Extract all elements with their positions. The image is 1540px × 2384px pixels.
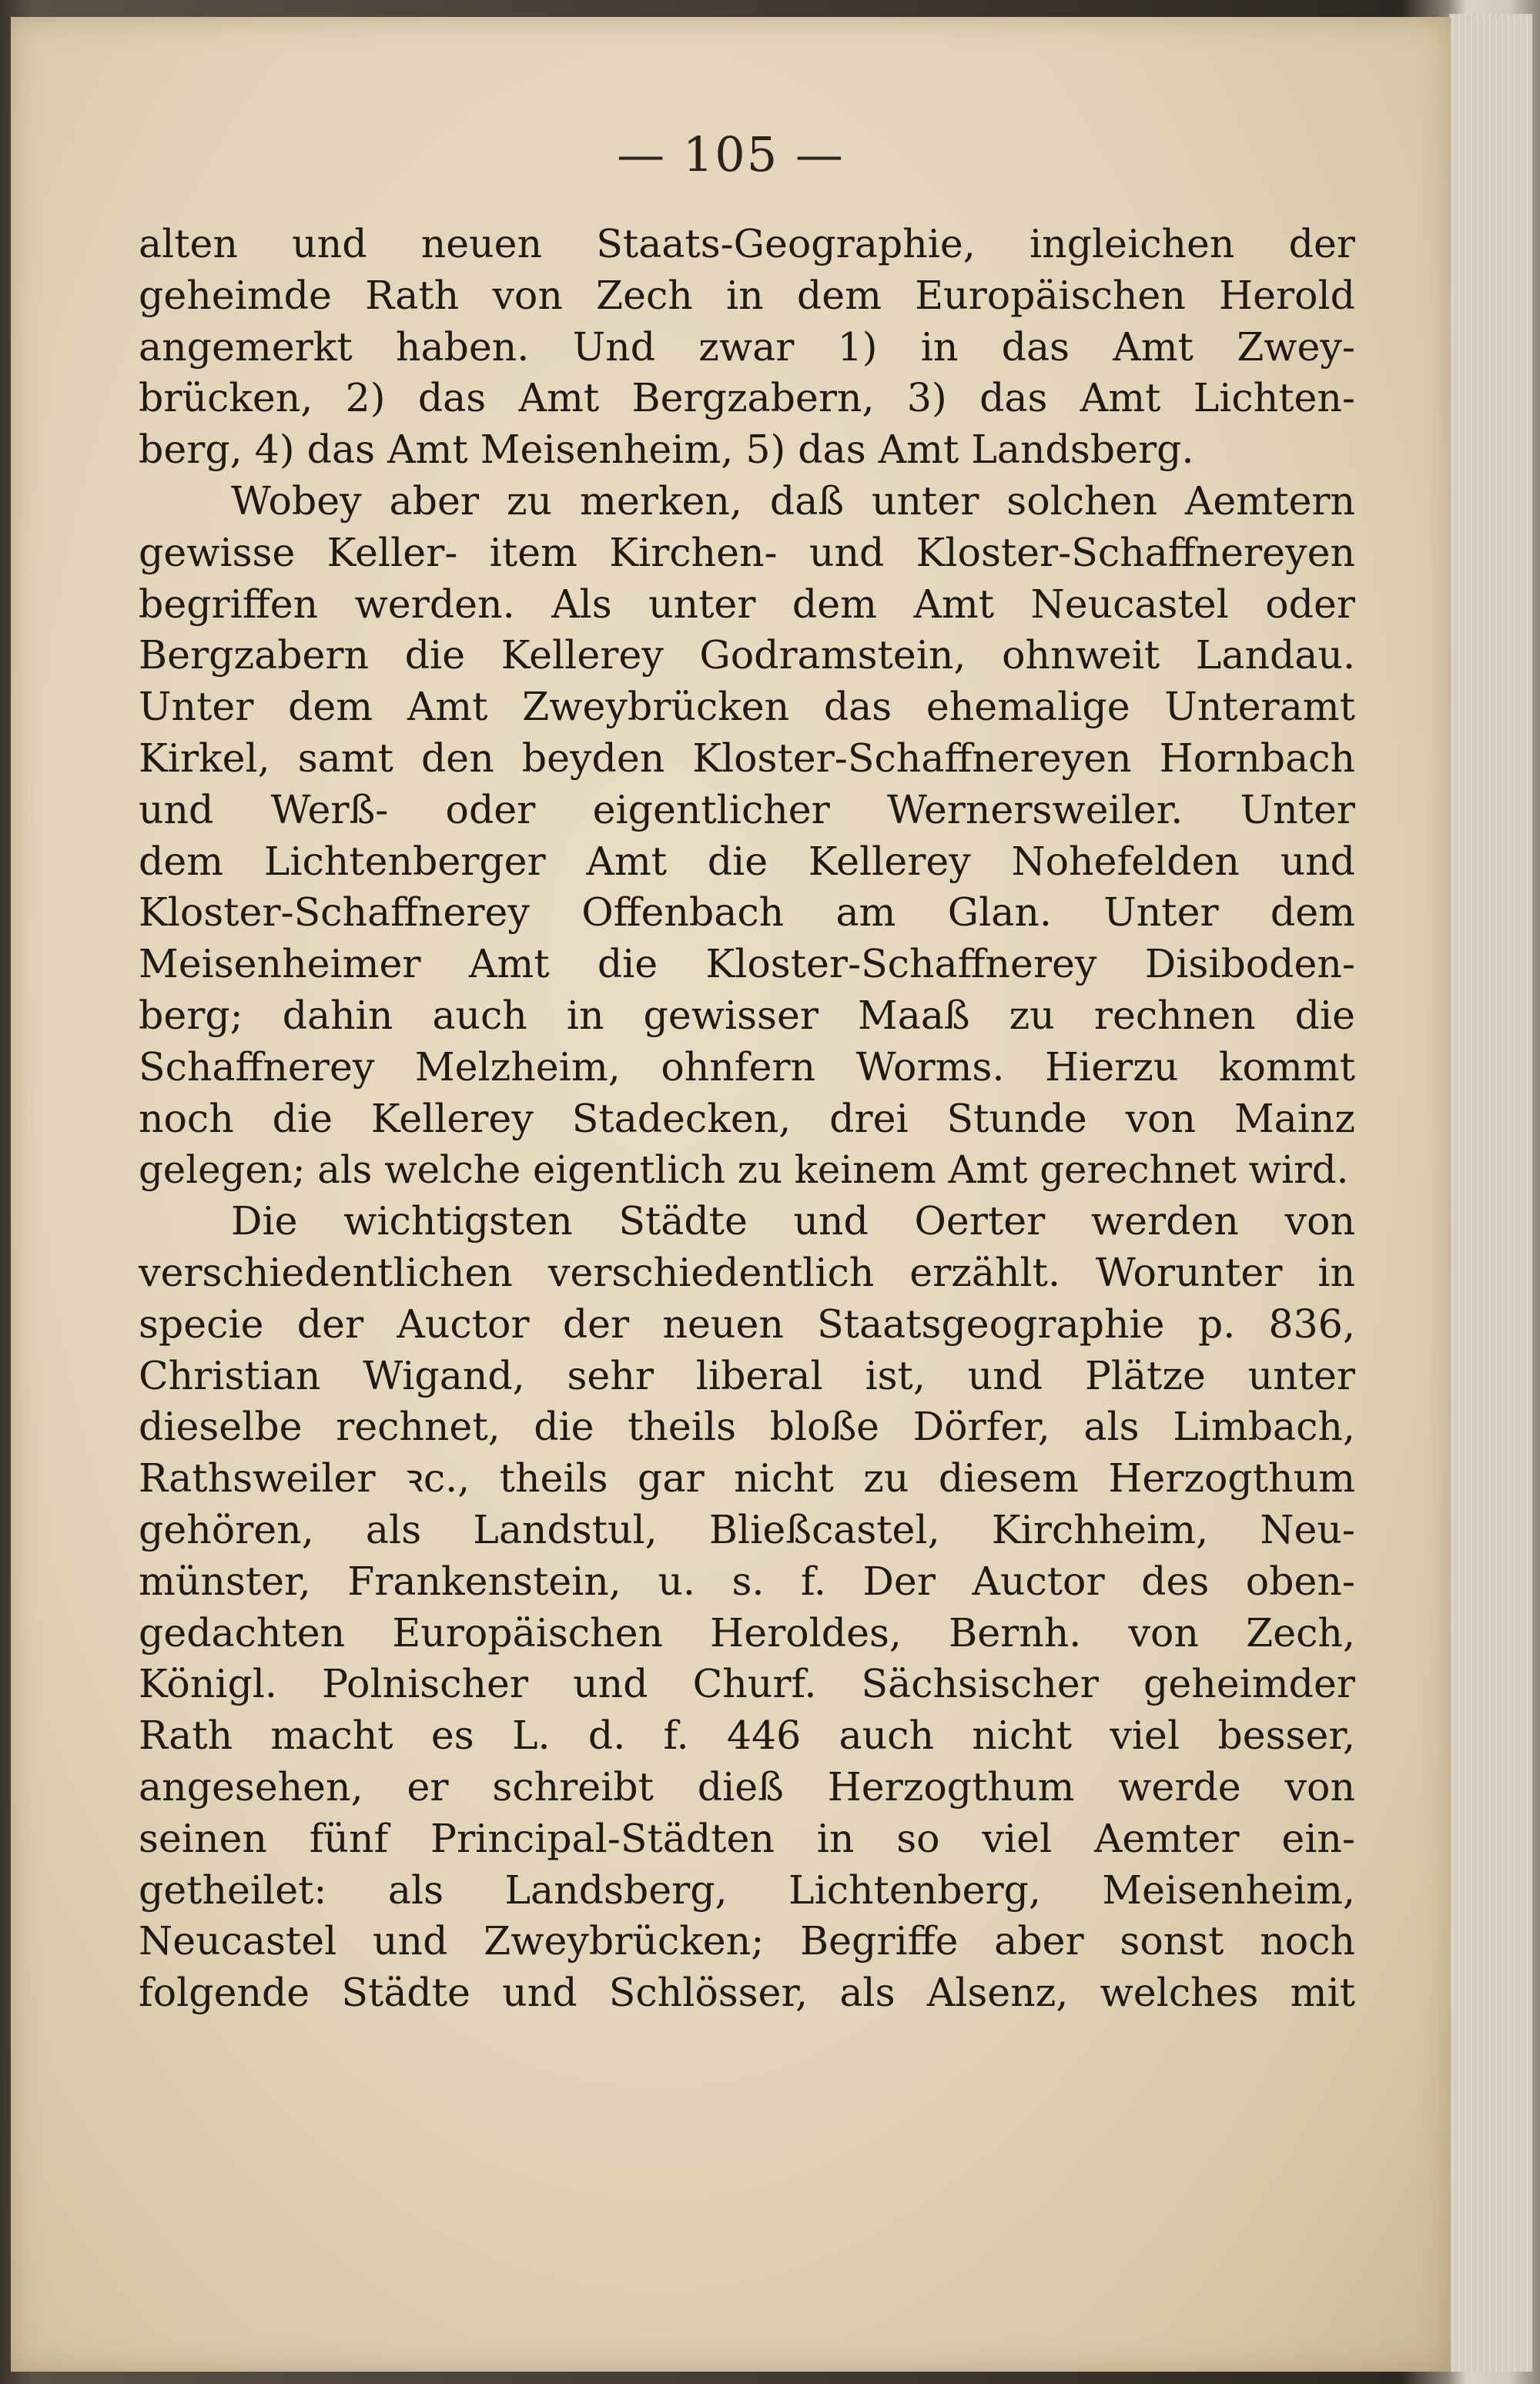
text-line: Königl. Polnischer und Churf. Sächsischer geheimder (139, 1661, 1355, 1707)
text-line: Die wichtigsten Städte und Oerter werden von (231, 1198, 1355, 1244)
text-line: alten und neuen Staats-Geographie, ingleichen der (139, 221, 1355, 266)
text-line: verschiedentlichen verschiedentlich erzählt. Worunter in (139, 1249, 1355, 1295)
text-line: geheimde Rath von Zech in dem Europäischen Herold (139, 272, 1355, 318)
book-page (11, 17, 1451, 2372)
text-line: gelegen; als welche eigentlich zu keinem Amt gerechnet wird. (139, 1147, 1349, 1193)
text-line: seinen fünf Principal-Städten in so viel Aemter ein- (139, 1815, 1355, 1861)
page-block-edge (1449, 14, 1532, 2372)
text-line: folgende Städte und Schlösser, als Alsenz, welches mit (139, 1970, 1355, 2016)
text-line: Rathsweiler ꝛc., theils gar nicht zu diesem Herzogthum (139, 1455, 1355, 1502)
text-line: berg; dahin auch in gewisser Maaß zu rechnen die (139, 992, 1355, 1038)
text-line: getheilet: als Landsberg, Lichtenberg, Meisenheim, (139, 1867, 1355, 1913)
text-line: Bergzabern die Kellerey Godramstein, ohnweit Landau. (139, 632, 1355, 678)
text-line: gedachten Europäischen Heroldes, Bernh. von Zech, (139, 1609, 1355, 1656)
text-line: Neucastel und Zweybrücken; Begriffe aber sonst noch (139, 1918, 1355, 1964)
body-text (139, 219, 1355, 2019)
text-line: Unter dem Amt Zweybrücken das ehemalige Unteramt (139, 684, 1355, 730)
text-line: noch die Kellerey Stadecken, drei Stunde von Mainz (139, 1095, 1355, 1141)
page-number-header: — 105 — (617, 126, 845, 182)
text-line: gehören, als Landstul, Bließcastel, Kirchheim, Neu- (139, 1506, 1355, 1552)
text-line: begriffen werden. Als unter dem Amt Neucastel oder (139, 581, 1355, 627)
text-line: angesehen, er schreibt dieß Herzogthum werde von (139, 1763, 1355, 1810)
text-line: gewisse Keller- item Kirchen- und Kloster-Schaffnereyen (139, 529, 1355, 575)
text-line: Schaffnerey Melzheim, ohnfern Worms. Hierzu kommt (139, 1043, 1355, 1090)
text-line: berg, 4) das Amt Meisenheim, 5) das Amt Landsberg. (139, 427, 1194, 473)
text-line: Kirkel, samt den beyden Kloster-Schaffnereyen Hornbach (139, 735, 1355, 781)
text-line: angemerkt haben. Und zwar 1) in das Amt Zwey- (139, 323, 1355, 370)
text-line: dem Lichtenberger Amt die Kellerey Nohefelden und (139, 838, 1355, 884)
text-line: münster, Frankenstein, u. s. f. Der Auctor des oben- (139, 1558, 1355, 1604)
text-line: Rath macht es L. d. f. 446 auch nicht viel besser, (139, 1713, 1355, 1759)
text-line: und Werß- oder eigentlicher Wernersweiler. Unter (139, 786, 1355, 832)
text-line: Christian Wigand, sehr liberal ist, und Plätze unter (139, 1352, 1355, 1398)
text-line: Wobey aber zu merken, daß unter solchen Aemtern (231, 477, 1355, 524)
text-line: brücken, 2) das Amt Bergzabern, 3) das Amt Lichten- (139, 375, 1355, 421)
text-line: Kloster-Schaffnerey Offenbach am Glan. Unter dem (139, 889, 1355, 936)
text-line: specie der Auctor der neuen Staatsgeographie p. 836, (139, 1301, 1355, 1347)
text-line: dieselbe rechnet, die theils bloße Dörfer, als Limbach, (139, 1404, 1355, 1450)
text-line: Meisenheimer Amt die Kloster-Schaffnerey Disiboden- (139, 941, 1355, 987)
